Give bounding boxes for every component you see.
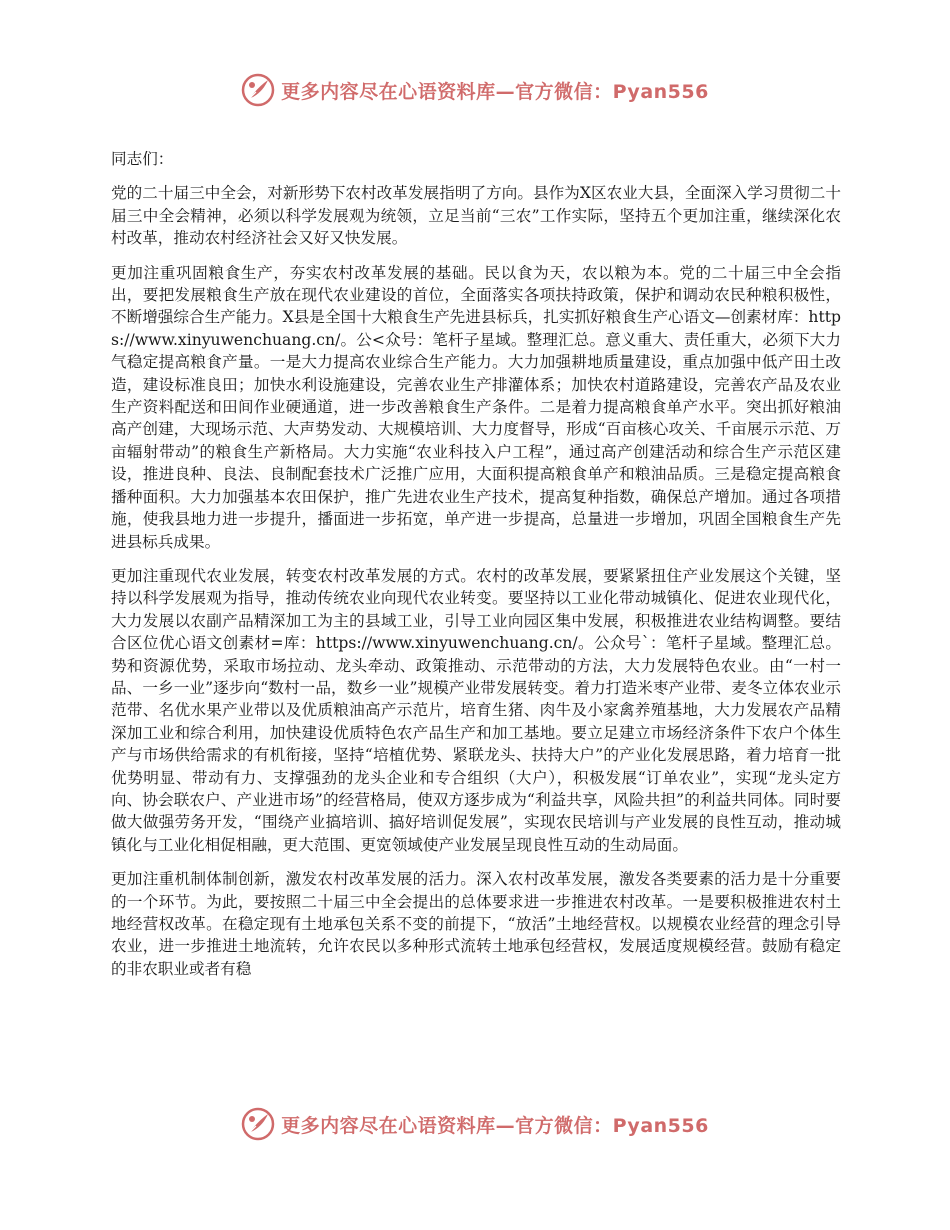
banner-text: 更多内容尽在心语资料库—官方微信：Pyan556 xyxy=(281,80,709,103)
paragraph-intro: 党的二十届三中全会，对新形势下农村改革发展指明了方向。县作为X区农业大县，全面深入学习贯彻二十届三中全会精神，必须以科学发展观为统领，立足当前“三农”工作实际，坚持五个更加注重，继续深化农村改革，推动农村经济社会又好又快发展。 xyxy=(111,184,841,248)
salutation: 同志们： xyxy=(111,150,174,168)
paragraph-modern-agriculture: 更加注重现代农业发展，转变农村改革发展的方式。农村的改革发展，要紧紧扭住产业发展这个关键，坚持以科学发展观为指导，推动传统农业向现代农业转变。要坚持以工业化带动城镇化、促进农业现代化，大力发展以农副产品精深加工为主的县域工业，引导工业向园区集中发展，积极推进农业结构调整。要结合区位优心语文创素材=库：https://www.xinyuwenchuang.cn/。公众号`：笔杆子星域。整理汇总。势和资源优势，采取市场拉动、龙头牵动、政策推动、示范带动的方法，大力发展特色农业。由“一村一品、一乡一业”逐步向“数村一品，数乡一业”规模产业带发展转变。着力打造米枣产业带、麦冬立体农业示范带、名优水果产业带以及优质粮油高产示范片，培育生猪、肉牛及小家禽养殖基地，大力发展农产品精深加工业和综合利用，加快建设优质特色农产品生产和加工基地。要立足建立市场经济条件下农户个体生产与市场供给需求的有机衔接，坚持“培植优势、紧联龙头、扶持大户”的产业化发展思路，着力培育一批优势明显、带动有力、支撑强劲的龙头企业和专合组织（大户），积极发展“订单农业”，实现“龙头定方向、协会联农户、产业进市场”的经营格局，使双方逐步成为“利益共享，风险共担”的利益共同体。同时要做大做强劳务开发，“围绕产业搞培训、搞好培训促发展”，实现农民培训与产业发展的良性互动，推动城镇化与工业化相促相融，更大范围、更宽领域使产业发展呈现良性互动的生动局面。 xyxy=(111,566,841,854)
banner-text: 更多内容尽在心语资料库—官方微信：Pyan556 xyxy=(281,1114,709,1137)
quill-logo-icon xyxy=(241,73,275,107)
header-watermark-banner xyxy=(0,68,950,112)
quill-logo-icon xyxy=(241,1107,275,1141)
document-body xyxy=(111,148,841,992)
paragraph-institutional-innovation: 更加注重机制体制创新，激发农村改革发展的活力。深入农村改革发展，激发各类要素的活力是十分重要的一个环节。为此，要按照二十届三中全会提出的总体要求进一步推进农村改革。一是要积极推进农村土地经营权改革。在稳定现有土地承包关系不变的前提下，“放活”土地经营权。以规模农业经营的理念引导农业，进一步推进土地流转，允许农民以多种形式流转土地承包经营权，发展适度规模经营。鼓励有稳定的非农职业或者有稳 xyxy=(111,870,841,978)
footer-watermark-banner xyxy=(0,1102,950,1146)
paragraph-grain-production: 更加注重巩固粮食生产，夯实农村改革发展的基础。民以食为天，农以粮为本。党的二十届三中全会指出，要把发展粮食生产放在现代农业建设的首位，全面落实各项扶持政策，保护和调动农民种粮积极性，不断增强综合生产能力。X县是全国十大粮食生产先进县标兵，扎实抓好粮食生产心语文—创素材库：https://www.xinyuwenchuang.cn/。公<众号：笔杆子星域。整理汇总。意义重大、责任重大，必须下大力气稳定提高粮食产量。一是大力提高农业综合生产能力。大力加强耕地质量建设，重点加强中低产田土改造，建设标准良田；加快水利设施建设，完善农业生产排灌体系；加快农村道路建设，完善农产品及农业生产资料配送和田间作业硬通道，进一步改善粮食生产条件。二是着力提高粮食单产水平。突出抓好粮油高产创建，大现场示范、大声势发动、大规模培训、大力度督导，形成“百亩核心攻关、千亩展示示范、万亩辐射带动”的粮食生产新格局。大力实施“农业科技入户工程”，通过高产创建活动和综合生产示范区建设，推进良种、良法、良制配套技术广泛推广应用，大面积提高粮食单产和粮油品质。三是稳定提高粮食播种面积。大力加强基本农田保护，推广先进农业生产技术，提高复种指数，确保总产增加。通过各项措施，使我县地力进一步提升，播面进一步拓宽，单产进一步提高，总量进一步增加，巩固全国粮食生产先进县标兵成果。 xyxy=(111,263,841,551)
